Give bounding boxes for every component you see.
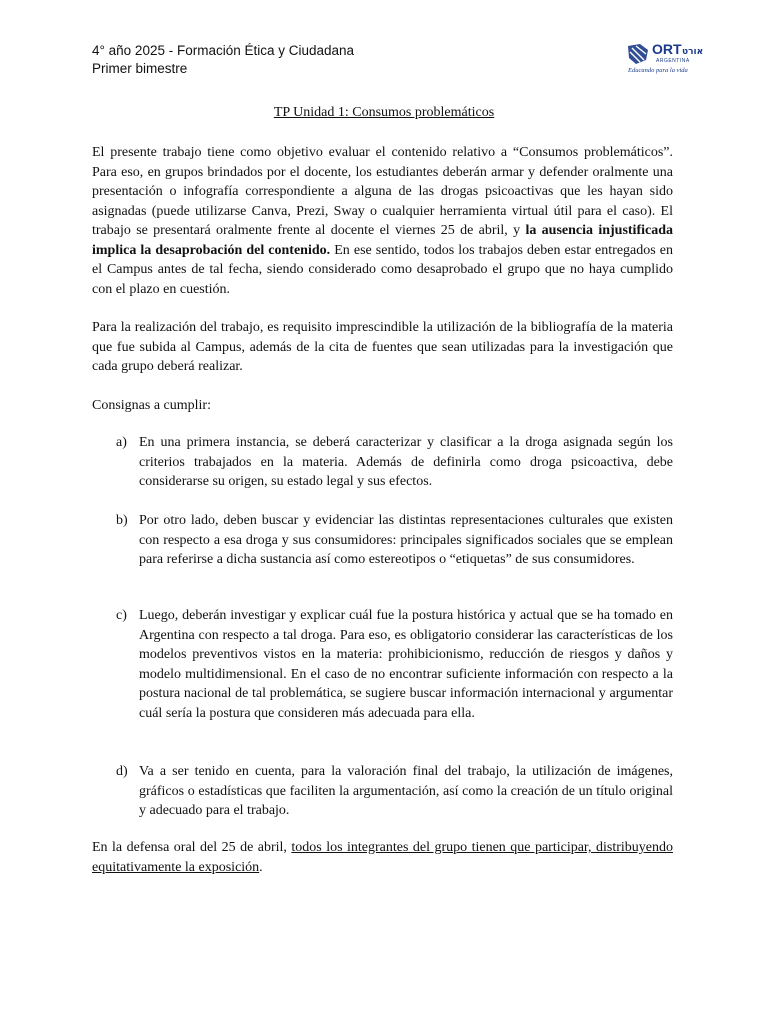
- ort-emblem-icon: [626, 40, 706, 76]
- page-title-text: TP Unidad 1: Consumos problemáticos: [273, 105, 495, 120]
- list-item: [92, 606, 673, 723]
- bibliography-paragraph: Para la realización del trabajo, es requisito imprescindible la utilización de la bibliografía de la materia que fue subida al Campus, además de la cita de fuentes que sean utilizadas para la investigación que cada grupo deberá realizar.: [92, 320, 673, 374]
- list-item-letter: b): [116, 513, 128, 528]
- logo-country: ARGENTINA: [656, 58, 690, 64]
- logo-name: ORT: [652, 41, 682, 57]
- closing-text-end: .: [259, 859, 263, 875]
- list-item-text: Luego, deberán investigar y explicar cuál fue la postura histórica y actual que se ha tomado en Argentina con respecto a tal droga. Para eso, es obligatorio considerar las características de los modelos preventivos vistos en la materia: prohibicionismo, reducción de riesgos y daños y modelo multidimensional. En el caso de no encontrar suficiente información con respecto a la postura nacional de tal problemática, se sugiere buscar información internacional y argumentar cuál sería la postura que consideren más adecuada para ella.: [139, 608, 673, 721]
- list-item-letter: c): [116, 608, 127, 623]
- page-title: [0, 104, 768, 122]
- closing-underlined-requirement: todos los integrantes del grupo tienen que participar, distribuyendo equitativamente la exposición: [92, 840, 673, 875]
- list-item: [92, 762, 673, 821]
- intro-bold-warning: la ausencia injustificada implica la desaprobación del contenido.: [92, 223, 673, 258]
- intro-text-start: El presente trabajo tiene como objetivo evaluar el contenido relativo a “Consumos problemáticos”. Para eso, en grupos brindados por el docente, los estudiantes deberán armar y defender oralmente una presentación o infografía correspondiente a alguna de las drogas psicoactivas que les hayan sido asignadas (puede utilizarse Canva, Prezi, Sway o cualquier herramienta virtual útil para el caso). El trabajo se presentará oralmente frente al docente el viernes 25 de abril, y: [92, 145, 673, 238]
- closing-paragraph: [92, 838, 673, 877]
- list-item-text: Por otro lado, deben buscar y evidenciar las distintas representaciones culturales que existen con respecto a esa droga y sus consumidores: principales significados sociales que se emplean para referirse a dicha sustancia así como estereotipos o “etiquetas” de sus consumidores.: [139, 513, 673, 567]
- list-item-letter: a): [116, 435, 127, 450]
- intro-text-end: En ese sentido, todos los trabajos deben estar entregados en el Campus antes de tal fecha, siendo considerado como desaprobado el grupo que no haya cumplido con el plazo en cuestión.: [92, 242, 673, 297]
- list-item: [92, 511, 673, 570]
- logo-hebrew: אורט: [682, 47, 704, 57]
- header-course-line: 4° año 2025 - Formación Ética y Ciudadana: [92, 43, 355, 58]
- logo-tagline: Educando para la vida: [628, 67, 688, 74]
- list-item: [92, 433, 673, 492]
- document-header: [92, 42, 354, 78]
- list-item-text: En una primera instancia, se deberá caracterizar y clasificar a la droga asignada según los criterios trabajados en la materia. Además de definirla como droga psicoactiva, debe considerarse su origen, su estado legal y sus efectos.: [139, 435, 673, 489]
- list-item-text: Va a ser tenido en cuenta, para la valoración final del trabajo, la utilización de imágenes, gráficos o estadísticas que faciliten la argumentación, así como la creación de un título original y adecuado para el trabajo.: [139, 764, 673, 818]
- ort-logo: [626, 40, 706, 76]
- instructions-heading: Consignas a cumplir:: [92, 398, 211, 413]
- list-item-letter: d): [116, 764, 128, 779]
- intro-paragraph: [92, 143, 673, 299]
- header-period-line: Primer bimestre: [92, 61, 188, 76]
- closing-text-start: En la defensa oral del 25 de abril,: [92, 840, 292, 855]
